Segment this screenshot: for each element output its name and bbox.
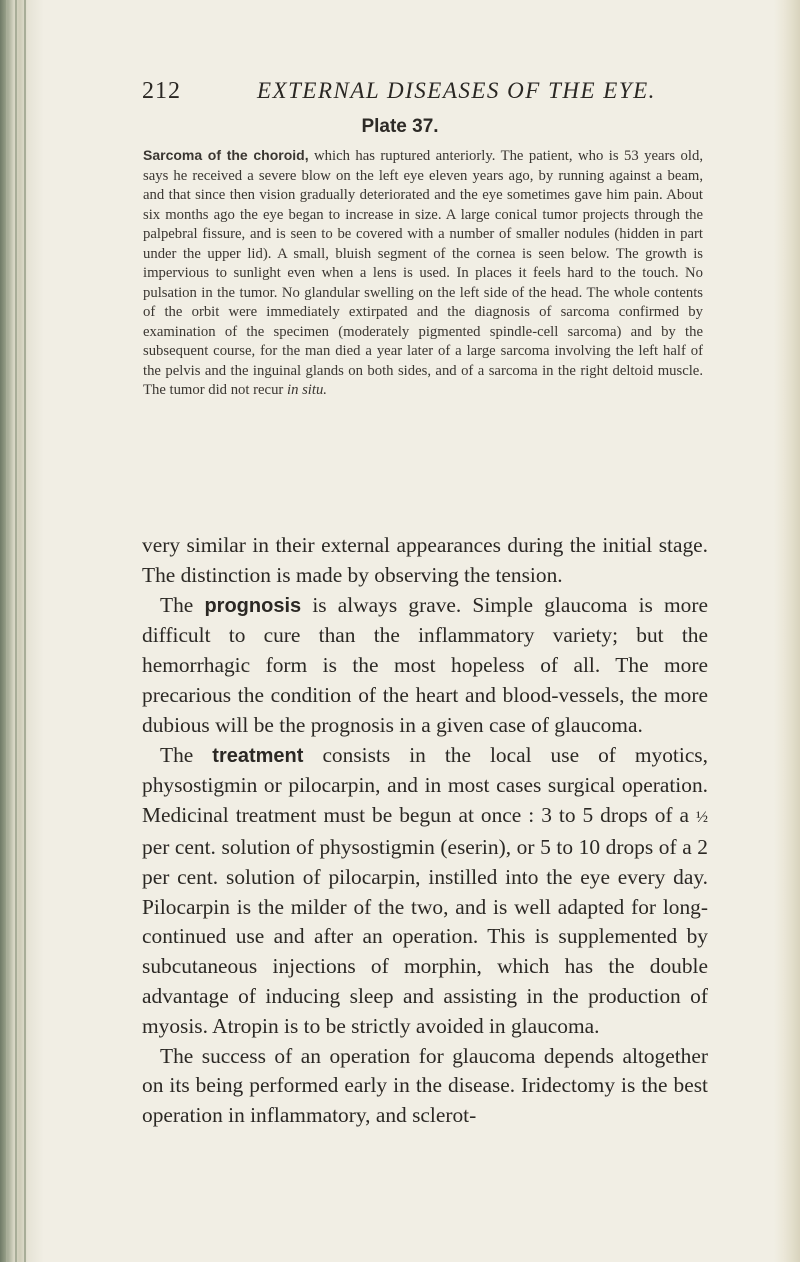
plate-caption xyxy=(143,146,703,401)
caption-tail: in situ. xyxy=(286,382,327,398)
plate-title: Plate 37. xyxy=(361,116,439,137)
keyword-treatment: treatment xyxy=(212,744,304,767)
treatment-text-b: per cent. solution of physostigmin (eserin), or 5 to 10 drops of a 2 per cent. solution of pilocarpin, instilled into the eye every day. Pilocarpin is the milder of the two, and is well adapted for long-continued use and after an operation. This is supplemented by subcutaneous injections of morphin, which has the double advantage of inducing sleep and assisting in the production of myosis. Atropin is to be strictly avoided in glaucoma. xyxy=(142,834,708,1038)
caption-lead: Sarcoma of the choroid, xyxy=(143,147,309,163)
keyword-prognosis: prognosis xyxy=(204,594,302,617)
page-edge-shadow xyxy=(774,0,800,1262)
paragraph-prognosis xyxy=(142,591,708,741)
fraction-half: ½ xyxy=(696,809,708,827)
book-binding xyxy=(0,0,44,1262)
paragraph-operation: The success of an operation for glaucoma depends altogether on its being performed early in the disease. Iridectomy is the best operation in inflammatory, and sclerot- xyxy=(142,1043,708,1128)
paragraph-continuation: very similar in their external appearances during the initial stage. The distinction is made by observing the tension. xyxy=(142,533,708,587)
body-text xyxy=(142,531,708,1131)
caption-body: which has ruptured anteriorly. The patient, who is 53 years old, says he received a severe blow on the left eye eleven years ago, by running against a beam, and that since then vision gradually deteriorated and the eye sometimes gave him pain. About six months ago the eye began to increase in size. A large conical tumor projects through the palpebral fissure, and is seen to be covered with a number of smaller nodules (hidden in part under the upper lid). A small, bluish segment of the cornea is seen below. The growth is impervious to sunlight even when a lens is used. In places it feels hard to the touch. No pulsation in the tumor. No glandular swelling on the left side of the head. The whole contents of the orbit were immediately extirpated and the diagnosis of sarcoma confirmed by examination of the specimen (moderately pigmented spindle-cell sarcoma) and by the subsequent course, for the man died a year later of a large sarcoma involving the left half of the pelvis and the inguinal glands on both sides, and of a sarcoma in the right deltoid muscle. The tumor did not recur xyxy=(143,148,703,398)
treatment-intro: The xyxy=(160,742,194,767)
paragraph-treatment xyxy=(142,741,708,1042)
treatment-text-a: consists in the local use of myotics, physostigmin or pilocarpin, and in most cases surgical operation. Medicinal treatment must be begun at once : 3 to 5 drops of a xyxy=(142,742,708,828)
prognosis-intro: The xyxy=(160,592,194,617)
running-head: EXTERNAL DISEASES OF THE EYE. xyxy=(257,78,656,103)
prognosis-text: is always grave. Simple glaucoma is more difficult to cure than the inflammatory variety; but the hemorrhagic form is the most hopeless of all. The more precarious the condition of the heart and blood-vessels, the more dubious will be the prognosis in a given case of glaucoma. xyxy=(142,592,708,737)
page-number: 212 xyxy=(142,78,181,104)
page-header xyxy=(142,78,702,112)
